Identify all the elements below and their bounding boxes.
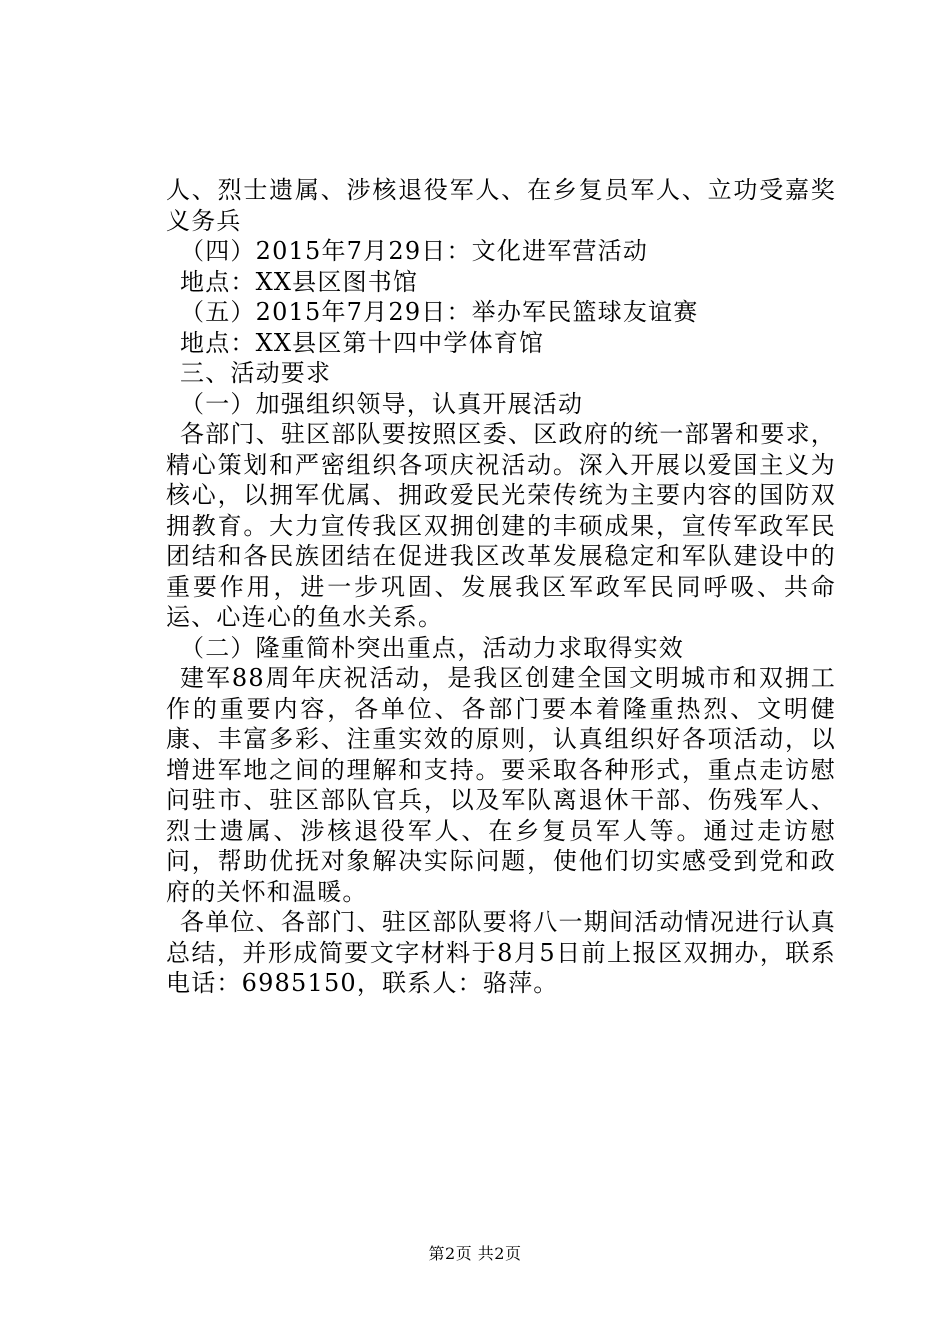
paragraph-summary-report: 各单位、各部门、驻区部队要将八一期间活动情况进行认真总结，并形成简要文字材料于8月5日前上报区双拥办，联系电话：6985150，联系人：骆萍。 xyxy=(166,908,836,997)
paragraph-effectiveness-body: 建军88周年庆祝活动，是我区创建全国文明城市和双拥工作的重要内容，各单位、各部门要本着隆重热烈、文明健康、丰富多彩、注重实效的原则，认真组织好各项活动，以增进军地之间的理解和支持。要采取各种形式，重点走访慰问驻市、驻区部队官兵，以及军队离退休干部、伤残军人、烈士遗属、涉核退役军人、在乡复员军人等。通过走访慰问，帮助优抚对象解决实际问题，使他们切实感受到党和政府的关怀和温暖。 xyxy=(166,664,836,906)
subheading-effectiveness: （二）隆重简朴突出重点，活动力求取得实效 xyxy=(180,633,684,662)
paragraph-leadership-body: 各部门、驻区部队要按照区委、区政府的统一部署和要求，精心策划和严密组织各项庆祝活动。深入开展以爱国主义为核心，以拥军优属、拥政爱民光荣传统为主要内容的国防双拥教育。大力宣传我区双拥创建的丰硕成果，宣传军政军民团结和各民族团结在促进我区改革发展稳定和军队建设中的重要作用，进一步巩固、发展我区军政军民同呼吸、共命运、心连心的鱼水关系。 xyxy=(166,420,836,631)
paragraph-event-four-location: 地点：XX县区图书馆 xyxy=(180,267,419,296)
paragraph-event-five: （五）2015年7月29日：举办军民篮球友谊赛 xyxy=(180,298,699,326)
subheading-leadership: （一）加强组织领导，认真开展活动 xyxy=(180,389,584,418)
section-heading-requirements: 三、活动要求 xyxy=(180,359,332,387)
paragraph-honoree-list-continued: 人、烈士遗属、涉核退役军人、在乡复员军人、立功受嘉奖义务兵 xyxy=(166,176,836,235)
page-number-footer: 第2页 共2页 xyxy=(428,1244,522,1263)
paragraph-event-four: （四）2015年7月29日：文化进军营活动 xyxy=(180,237,649,265)
paragraph-event-five-location: 地点：XX县区第十四中学体育馆 xyxy=(180,328,545,357)
document-body xyxy=(166,175,836,999)
